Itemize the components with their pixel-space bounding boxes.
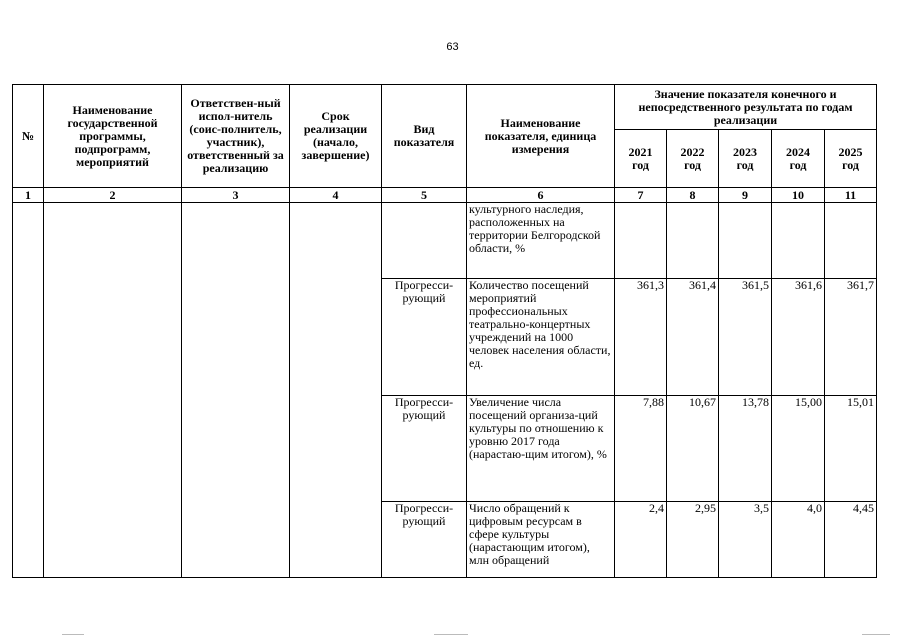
column-number: 5 [382, 188, 467, 203]
header-no: № [13, 85, 44, 188]
column-number: 1 [13, 188, 44, 203]
cell-value: 361,4 [667, 279, 719, 396]
header-year-2024: 2024 год [772, 130, 825, 188]
header-program: Наименование государственной программы, подпрограмм, мероприятий [44, 85, 182, 188]
scan-mark [62, 634, 84, 635]
header-indicator: Наименование показателя, единица измерения [467, 85, 615, 188]
cell-value: 10,67 [667, 396, 719, 502]
column-number: 2 [44, 188, 182, 203]
cell-value: 15,01 [825, 396, 877, 502]
cell-indicator: Число обращений к цифровым ресурсам в сфере культуры (нарастающим итогом), млн обращений [467, 502, 615, 578]
table-row [13, 203, 877, 279]
column-number: 3 [182, 188, 290, 203]
column-numbers-row [13, 188, 877, 203]
cell-value [719, 203, 772, 279]
cell-indicator: Количество посещений мероприятий профессиональных театрально-концертных учреждений на 1000 человек населения области, ед. [467, 279, 615, 396]
cell-value: 4,0 [772, 502, 825, 578]
header-term: Срок реализации (начало, завершение) [290, 85, 382, 188]
column-number: 11 [825, 188, 877, 203]
cell-value [772, 203, 825, 279]
cell-value [825, 203, 877, 279]
header-kind: Вид показателя [382, 85, 467, 188]
header-year-2025: 2025 год [825, 130, 877, 188]
header-values-group: Значение показателя конечного и непосредственного результата по годам реализации [615, 85, 877, 130]
column-number: 4 [290, 188, 382, 203]
header-year-2021: 2021 год [615, 130, 667, 188]
cell-kind: Прогресси-рующий [382, 502, 467, 578]
cell-value: 361,5 [719, 279, 772, 396]
column-number: 9 [719, 188, 772, 203]
cell-value [615, 203, 667, 279]
header-year-2023: 2023 год [719, 130, 772, 188]
column-number: 6 [467, 188, 615, 203]
cell-program [44, 203, 182, 578]
cell-value: 13,78 [719, 396, 772, 502]
cell-kind: Прогресси-рующий [382, 279, 467, 396]
cell-no [13, 203, 44, 578]
cell-term [290, 203, 382, 578]
scan-mark [434, 634, 468, 635]
cell-kind [382, 203, 467, 279]
cell-value: 4,45 [825, 502, 877, 578]
page-number: 63 [446, 41, 459, 53]
scan-mark [862, 634, 890, 635]
cell-indicator: Увеличение числа посещений организа-ций культуры по отношению к уровню 2017 года (нарастаю-щим итогом), % [467, 396, 615, 502]
cell-executor [182, 203, 290, 578]
cell-value: 7,88 [615, 396, 667, 502]
cell-value: 2,95 [667, 502, 719, 578]
indicators-table [12, 84, 877, 578]
column-number: 8 [667, 188, 719, 203]
cell-value: 361,6 [772, 279, 825, 396]
cell-indicator: культурного наследия, расположенных на территории Белгородской области, % [467, 203, 615, 279]
cell-value: 2,4 [615, 502, 667, 578]
column-number: 10 [772, 188, 825, 203]
cell-value: 3,5 [719, 502, 772, 578]
cell-value: 361,3 [615, 279, 667, 396]
column-number: 7 [615, 188, 667, 203]
cell-kind: Прогресси-рующий [382, 396, 467, 502]
cell-value: 15,00 [772, 396, 825, 502]
cell-value: 361,7 [825, 279, 877, 396]
cell-value [667, 203, 719, 279]
header-year-2022: 2022 год [667, 130, 719, 188]
header-executor: Ответствен-ный испол-нитель (соис-полнитель, участник), ответственный за реализацию [182, 85, 290, 188]
